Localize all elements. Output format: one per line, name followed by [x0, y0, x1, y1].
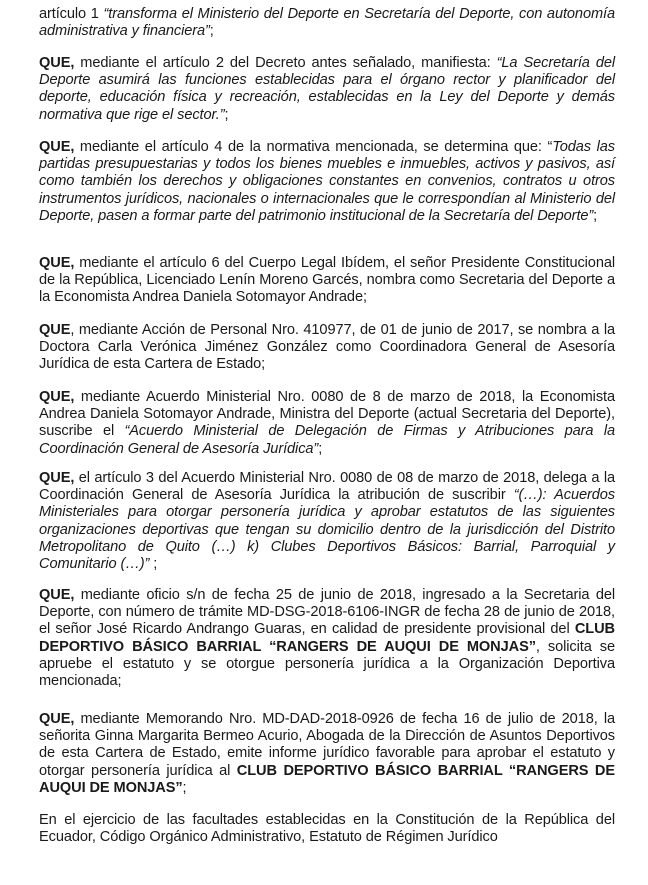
text-run: ;: [593, 207, 598, 224]
paragraph-article-1-continuation: [39, 6, 615, 40]
quoted-text: “Acuerdo Ministerial de Delegación de Firmas y Atribuciones para la Coordinación General de Asesoría Jurídica”: [39, 423, 615, 457]
text-run: mediante el artículo 2 del Decreto antes señalado, manifiesta:: [74, 55, 497, 71]
que-keyword: QUE,: [39, 55, 75, 71]
que-keyword: QUE: [39, 322, 71, 338]
paragraph-que-article-4: [39, 139, 615, 225]
text-run: mediante Acuerdo Ministerial Nro. 0080 de 8 de marzo de 2018, la Economista Andrea Daniela Sotomayor Andrade, Ministra del Deporte (actual Secretaria del Deporte), suscribe el: [39, 389, 615, 440]
text-run: En el ejercicio de las facultades establecidas en la Constitución de la República del Ecuador, Código Orgánico Administrativo, Estatuto de Régimen Jurídico: [39, 812, 615, 846]
paragraph-que-article-3-delegation: [39, 470, 615, 573]
text-run: ;: [224, 106, 229, 123]
que-keyword: QUE,: [39, 389, 75, 405]
text-run: el artículo 3 del Acuerdo Ministerial Nro. 0080 de 08 de marzo de 2018, delega a la Coordinación General de Asesoría Jurídica la atribución de suscribir: [39, 470, 615, 504]
text-run: mediante Memorando Nro. MD-DAD-2018-0926 de fecha 16 de julio de 2018, la señorita Ginna Margarita Bermeo Acurio, Abogada de la Dirección de Asuntos Deportivos de esta Cartera de Estado, emite informe jurídico favorable para aprobar el estatuto y otorgar personería jurídica al: [39, 711, 615, 779]
text-run: , mediante Acción de Personal Nro. 410977, de 01 de junio de 2017, se nombra a la Doctora Carla Verónica Jiménez González como Coordinadora General de Asesoría Jurídica de esta Cartera de Estado;: [39, 322, 615, 373]
club-name: CLUB DEPORTIVO BÁSICO BARRIAL “RANGERS DE AUQUI DE MONJAS”: [39, 762, 615, 796]
text-run: ;: [182, 779, 187, 796]
text-run: artículo 1: [39, 6, 104, 22]
paragraph-que-memorandum: [39, 711, 615, 797]
text-run: ;: [318, 440, 323, 457]
text-run: ;: [149, 556, 158, 573]
quoted-text: Todas las partidas presupuestarias y todos los bienes muebles e inmuebles, activos y pasivos, así como también los derechos y obligaciones constantes en convenios, contratos u otros instrumentos jurídicos, nacionales o internacionales que le correspondían al Ministerio del Deporte, pasen a formar parte del patrimonio institucional de la Secretaría del Deporte”: [39, 139, 616, 224]
paragraph-que-article-2: [39, 55, 615, 124]
paragraph-que-personal-action: [39, 322, 615, 374]
text-run: mediante el artículo 4 de la normativa mencionada, se determina que: “: [74, 139, 553, 155]
paragraph-closing-faculties: [39, 812, 615, 846]
que-keyword: QUE,: [39, 711, 75, 727]
paragraph-que-ministerial-agreement: [39, 389, 615, 458]
text-run: mediante el artículo 6 del Cuerpo Legal Ibídem, el señor Presidente Constitucional de la República, Licenciado Lenín Moreno Garcés, nombra como Secretaria del Deporte a la Economista Andrea Daniela Sotomayor Andrade;: [39, 255, 615, 306]
que-keyword: QUE,: [39, 139, 75, 155]
paragraph-que-official-letter: [39, 587, 615, 690]
paragraph-que-article-6: [39, 255, 615, 307]
quoted-text: “La Secretaría del Deporte asumirá las funciones establecidas para el órgano rector y planificador del deporte, educación física y recreación, establecidas en la Ley del Deporte y demás normativa que rige el sector.”: [39, 55, 616, 123]
que-keyword: QUE,: [39, 255, 75, 271]
text-run: , solicita se apruebe el estatuto y se otorgue personería jurídica a la Organización Deportiva mencionada;: [39, 638, 616, 690]
club-name: CLUB DEPORTIVO BÁSICO BARRIAL “RANGERS DE AUQUI DE MONJAS”: [39, 621, 615, 655]
que-keyword: QUE,: [39, 470, 75, 486]
quoted-text: “(…): Acuerdos Ministeriales para otorgar personería jurídica y aprobar estatutos de las siguientes organizaciones deportivas que tengan su domicilio dentro de la jurisdicción del Distrito Metropolitano de Quito (…) k) Clubes Deportivos Básicos: Barrial, Parroquial y Comunitario (…)”: [39, 487, 615, 573]
text-run: mediante oficio s/n de fecha 25 de junio de 2018, ingresado a la Secretaria del Deporte, con número de trámite MD-DSG-2018-6106-INGR de fecha 28 de junio de 2018, el señor José Ricardo Andrango Guaras, en calidad de presidente provisional del: [39, 587, 615, 638]
que-keyword: QUE,: [39, 587, 75, 603]
quoted-text: “transforma el Ministerio del Deporte en Secretaría del Deporte, con autonomía administrativa y financiera”: [39, 6, 615, 40]
text-run: ;: [209, 23, 214, 40]
